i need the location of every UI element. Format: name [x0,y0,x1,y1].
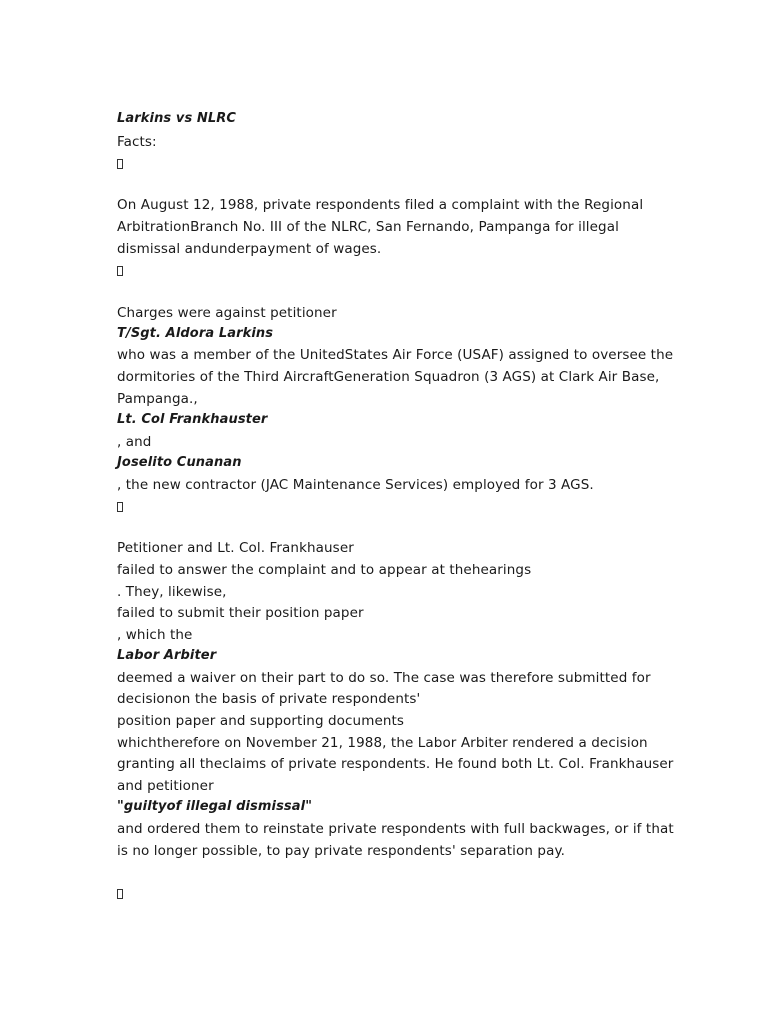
paragraph-1-line-2: ArbitrationBranch No. III of the NLRC, San Fernando, Pampanga for illegal [117,219,619,235]
paragraph-3-line-5: , which the [117,627,193,643]
paragraph-3-line-13: is no longer possible, to pay private respondents' separation pay. [117,843,565,859]
paragraph-3-line-12: and ordered them to reinstate private respondents with full backwages, or if that [117,821,674,837]
paragraph-1-line-3: dismissal andunderpayment of wages. [117,241,382,257]
third-respondent-name: Joselito Cunanan [117,455,242,470]
bullet-placeholder-icon [117,159,123,169]
paragraph-3-line-6: deemed a waiver on their part to do so. The case was therefore submitted for [117,670,651,686]
paragraph-3-line-1: Petitioner and Lt. Col. Frankhauser [117,540,354,556]
third-respondent-desc: , the new contractor (JAC Maintenance Services) employed for 3 AGS. [117,477,594,493]
case-title: Larkins vs NLRC [117,111,237,126]
petitioner-desc-line-3: Pampanga., [117,391,198,407]
charges-intro: Charges were against petitioner [117,305,337,321]
paragraph-3-line-9: whichtherefore on November 21, 1988, the Labor Arbiter rendered a decision [117,735,648,751]
paragraph-3-line-2: failed to answer the complaint and to appear at thehearings [117,562,532,578]
paragraph-3-line-11: and petitioner [117,778,214,794]
paragraph-3-line-3: . They, likewise, [117,584,227,600]
bullet-placeholder-icon [117,889,123,899]
petitioner-desc-line-1: who was a member of the UnitedStates Air Force (USAF) assigned to oversee the [117,347,674,363]
bullet-placeholder-icon [117,502,123,512]
petitioner-name: T/Sgt. Aldora Larkins [117,326,274,341]
paragraph-3-line-7: decisionon the basis of private respondents' [117,691,421,707]
petitioner-desc-line-2: dormitories of the Third AircraftGeneration Squadron (3 AGS) at Clark Air Base, [117,369,660,385]
paragraph-3-line-10: granting all theclaims of private respondents. He found both Lt. Col. Frankhauser [117,756,674,772]
facts-label: Facts: [117,134,157,150]
paragraph-3-line-4: failed to submit their position paper [117,605,364,621]
labor-arbiter-label: Labor Arbiter [117,648,217,663]
second-respondent-name: Lt. Col Frankhauster [117,412,268,427]
guilty-quote: "guiltyof illegal dismissal" [117,799,313,814]
paragraph-3-line-8: position paper and supporting documents [117,713,405,729]
connector-text: , and [117,434,152,450]
bullet-placeholder-icon [117,266,123,276]
paragraph-1-line-1: On August 12, 1988, private respondents filed a complaint with the Regional [117,197,644,213]
